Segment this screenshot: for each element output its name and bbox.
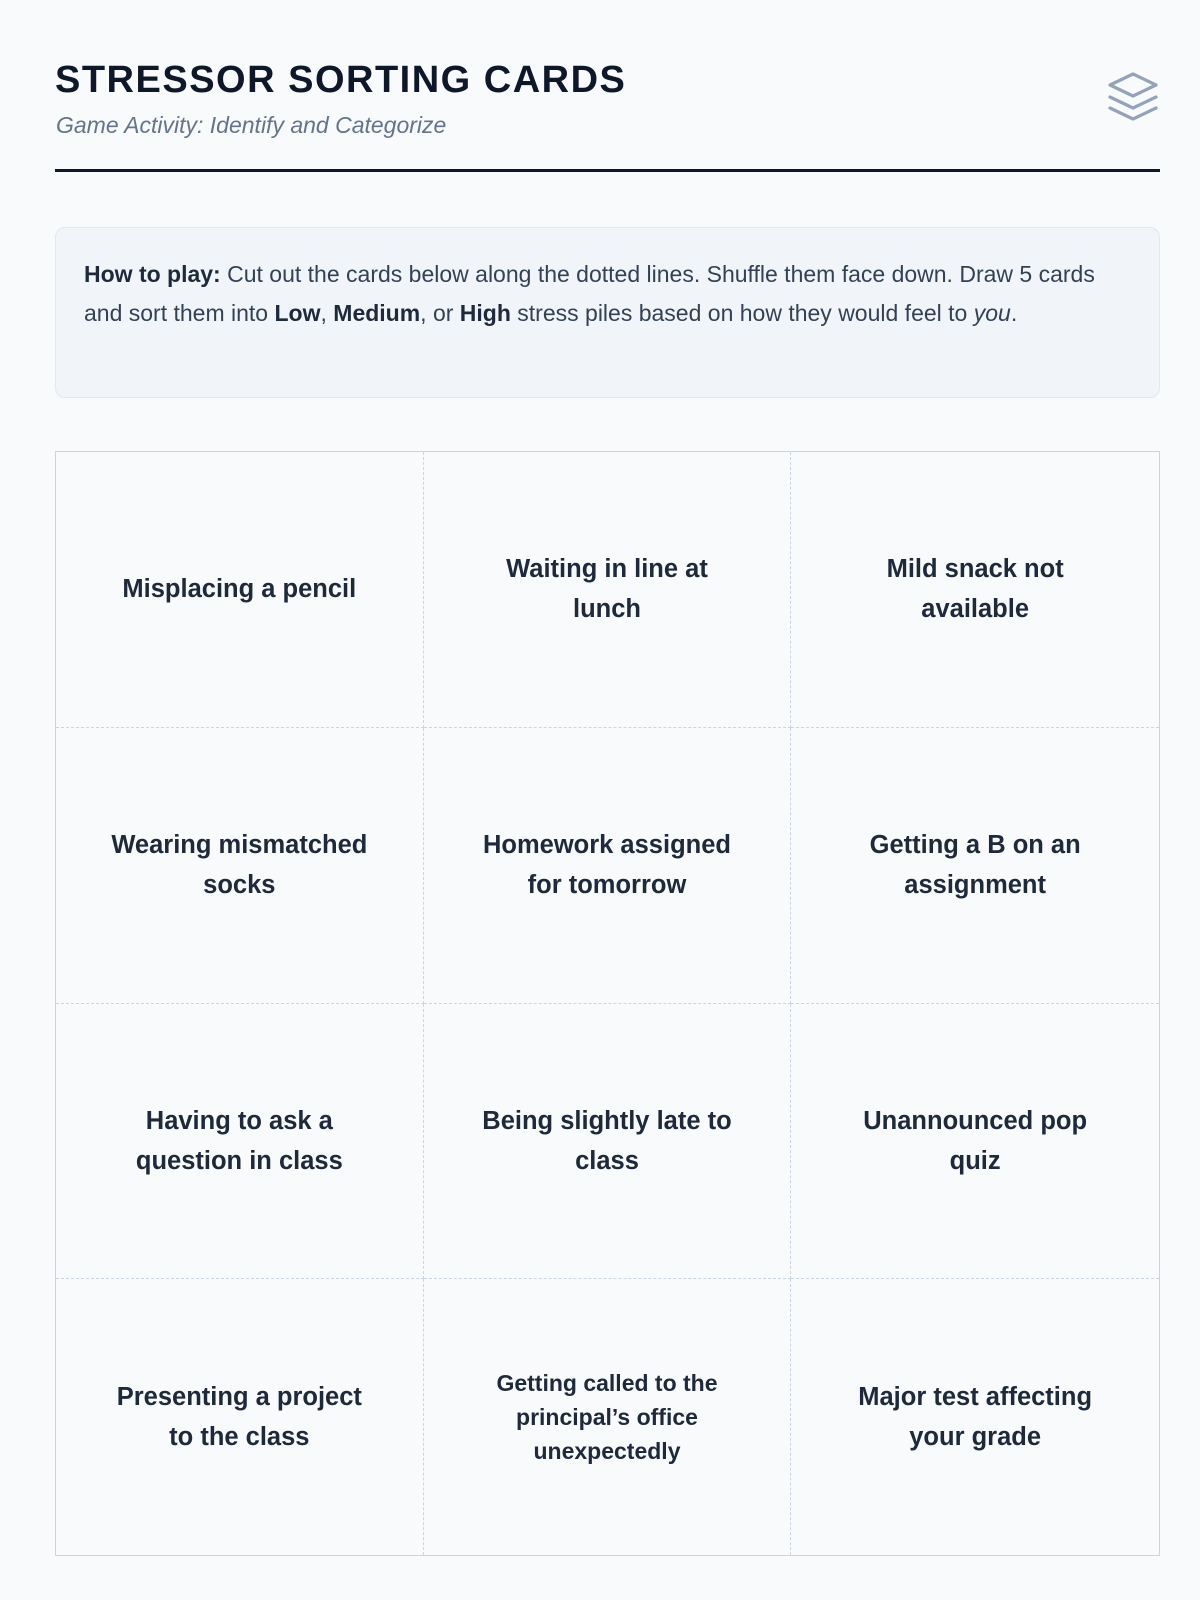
stressor-card: Waiting in line at lunch	[424, 452, 792, 728]
stressor-card: Major test affecting your grade	[858, 1383, 1093, 1452]
worksheet-page	[55, 0, 1160, 1465]
stressor-card: Unannounced pop quiz	[791, 1004, 1159, 1280]
pile-high: High	[459, 300, 511, 326]
page-subtitle: Game Activity: Identify and Categorize	[56, 112, 447, 138]
instructions-box	[55, 227, 1160, 398]
page-title: STRESSOR SORTING CARDS	[55, 59, 627, 101]
stressor-card: Wearing mismatched socks	[56, 728, 424, 1004]
instructions-emphasis: you	[973, 300, 1011, 326]
instructions-separator: ,	[320, 300, 334, 326]
instructions-end: .	[1010, 300, 1018, 326]
layers-icon	[1106, 70, 1160, 124]
instructions-text: Cut out the cards below along the dotted lines. Shuffle them face down. Draw 5 cards and sort them into	[84, 261, 1095, 326]
stressor-card: Being slightly late to class	[424, 1004, 792, 1280]
header	[55, 0, 1160, 172]
instructions-lead: How to play:	[84, 261, 221, 287]
pile-low: Low	[274, 300, 321, 326]
stressor-card: Mild snack not available	[791, 452, 1159, 728]
pile-medium: Medium	[333, 300, 421, 326]
stressor-card: Getting a B on an assignment	[791, 728, 1159, 1004]
stressor-card: Misplacing a pencil	[56, 452, 424, 728]
card-grid	[55, 451, 1160, 1556]
stressor-card: Homework assigned for tomorrow	[424, 728, 792, 1004]
instructions-separator: , or	[420, 300, 460, 326]
stressor-card: Getting called to the principal’s office unexpectedly	[424, 1279, 792, 1555]
stressor-card: Presenting a project to the class	[56, 1279, 424, 1555]
instructions-text: stress piles based on how they would feel to	[510, 300, 974, 326]
stressor-card: Having to ask a question in class	[56, 1004, 424, 1280]
